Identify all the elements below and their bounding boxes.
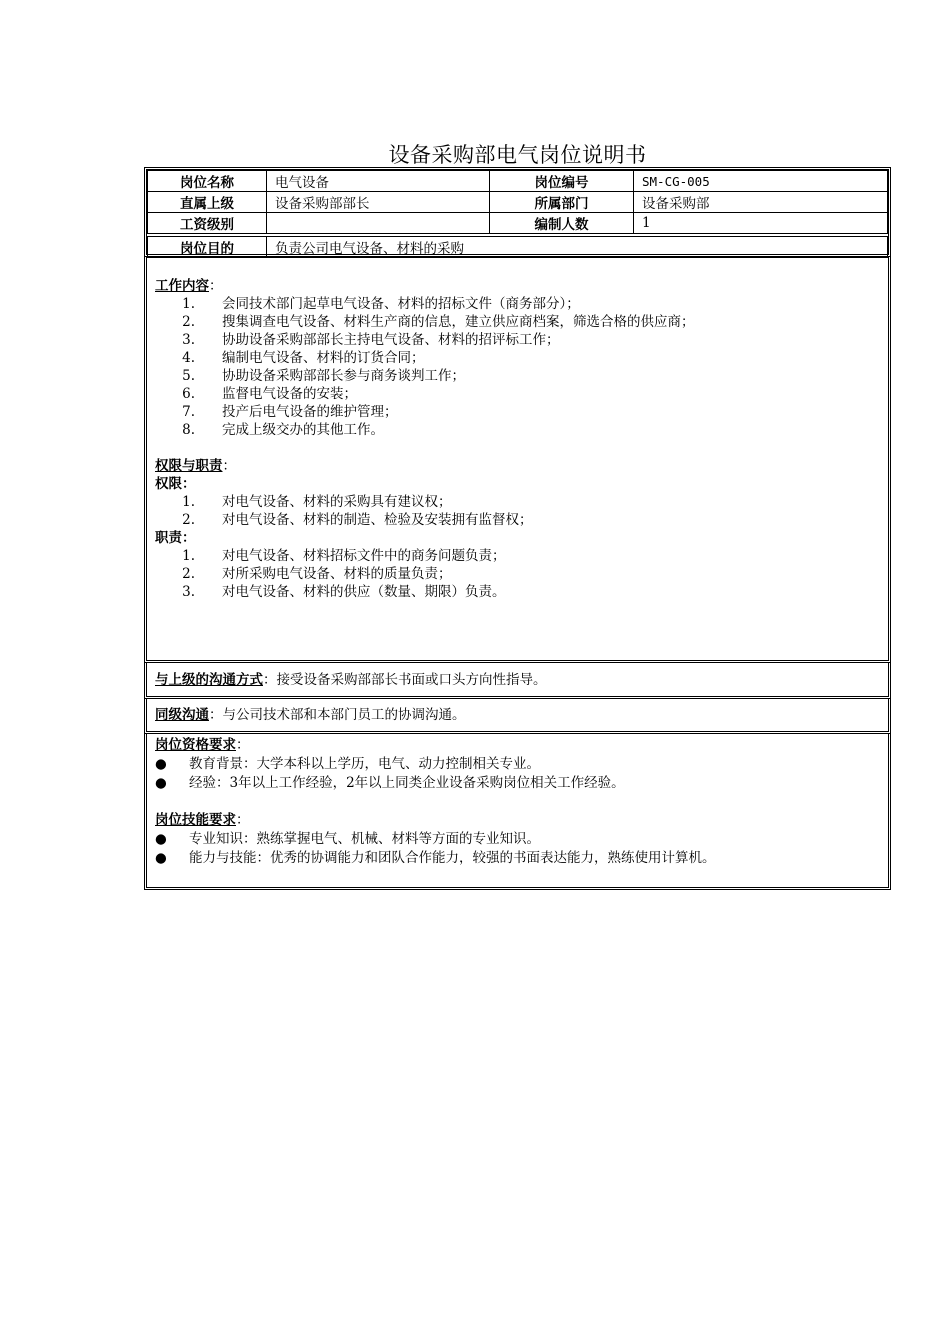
item-text: 投产后电气设备的维护管理；: [222, 404, 398, 420]
position-code-value: SM-CG-005: [634, 171, 888, 192]
item-number: 1.: [182, 548, 195, 564]
rights-label: 权限：: [155, 476, 196, 492]
superior-label: 直属上级: [148, 192, 267, 213]
purpose-label: 岗位目的: [148, 237, 267, 258]
list-item: [155, 331, 880, 349]
item-number: 8.: [182, 422, 195, 438]
list-item: [155, 349, 880, 367]
item-text: 搜集调查电气设备、材料生产商的信息，建立供应商档案，筛选合格的供应商；: [222, 314, 695, 330]
bullet-item: [155, 849, 880, 868]
item-number: 7.: [182, 404, 195, 420]
work-heading: 工作内容：: [155, 278, 223, 294]
list-item: [155, 547, 880, 565]
item-text: 协助设备采购部部长主持电气设备、材料的招评标工作；: [222, 332, 560, 348]
comm-superior-row: [144, 663, 891, 699]
comm-superior-text: ：接受设备采购部部长书面或口头方向性指导。: [263, 671, 547, 688]
skills-heading: 岗位技能要求：: [155, 812, 250, 828]
list-item: [155, 403, 880, 421]
authority-heading: 权限与职责：: [155, 458, 236, 474]
bullet-text: 专业知识：熟练掌握电气、机械、材料等方面的专业知识。: [189, 831, 540, 847]
info-row: [148, 171, 888, 192]
bullet-item: [155, 830, 880, 849]
item-text: 编制电气设备、材料的订货合同；: [222, 350, 425, 366]
position-name-value: 电气设备: [267, 171, 490, 192]
department-label: 所属部门: [490, 192, 634, 213]
item-text: 监督电气设备的安装；: [222, 386, 357, 402]
bullet-item: [155, 774, 880, 793]
item-number: 2.: [182, 314, 195, 330]
list-item: [155, 583, 880, 601]
qualification-list: [155, 755, 880, 793]
info-row: [148, 213, 888, 234]
item-number: 1.: [182, 296, 195, 312]
item-text: 对电气设备、材料的供应（数量、期限）负责。: [222, 584, 506, 600]
bullet-icon: ●: [155, 756, 167, 772]
comm-peer-label: 同级沟通: [155, 707, 209, 723]
comm-peer-row: [144, 699, 891, 734]
item-text: 对电气设备、材料的制造、检验及安装拥有监督权；: [222, 512, 533, 528]
list-item: [155, 385, 880, 403]
bullet-text: 经验：3年以上工作经验，2年以上同类企业设备采购岗位相关工作经验。: [189, 775, 625, 791]
info-box: [144, 167, 891, 257]
headcount-label: 编制人数: [490, 213, 634, 234]
bullet-item: [155, 755, 880, 774]
document-title: 设备采购部电气岗位说明书: [388, 143, 647, 167]
rights-list: [155, 493, 880, 529]
position-name-label: 岗位名称: [148, 171, 267, 192]
salary-value: [267, 213, 490, 234]
department-value: 设备采购部: [634, 192, 888, 213]
list-item: [155, 493, 880, 511]
bullet-icon: ●: [155, 775, 167, 791]
info-row: [148, 192, 888, 213]
duties-section: [144, 257, 891, 663]
item-number: 6.: [182, 386, 195, 402]
item-number: 2.: [182, 512, 195, 528]
position-code-label: 岗位编号: [490, 171, 634, 192]
bullet-text: 教育背景：大学本科以上学历，电气、动力控制相关专业。: [189, 756, 540, 772]
duties-label: 职责：: [155, 530, 196, 546]
qualification-heading: 岗位资格要求：: [155, 737, 250, 753]
comm-peer-text: ：与公司技术部和本部门员工的协调沟通。: [209, 707, 466, 723]
list-item: [155, 367, 880, 385]
item-text: 完成上级交办的其他工作。: [222, 422, 384, 438]
bullet-icon: ●: [155, 850, 167, 866]
item-number: 3.: [182, 584, 195, 600]
purpose-table: [147, 236, 888, 258]
headcount-value: 1: [634, 213, 888, 234]
work-list: [155, 295, 880, 439]
list-item: [155, 295, 880, 313]
item-text: 对所采购电气设备、材料的质量负责；: [222, 566, 452, 582]
list-item: [155, 565, 880, 583]
duties-list: [155, 547, 880, 601]
item-text: 对电气设备、材料的采购具有建议权；: [222, 494, 452, 510]
salary-label: 工资级别: [148, 213, 267, 234]
item-text: 会同技术部门起草电气设备、材料的招标文件（商务部分）；: [222, 296, 580, 312]
item-text: 协助设备采购部部长参与商务谈判工作；: [222, 368, 465, 384]
item-number: 4.: [182, 350, 195, 366]
job-description-form: [144, 167, 891, 890]
purpose-value: 负责公司电气设备、材料的采购: [267, 237, 888, 258]
comm-superior-label: 与上级的沟通方式: [155, 671, 263, 688]
bullet-icon: ●: [155, 831, 167, 847]
item-number: 1.: [182, 494, 195, 510]
list-item: [155, 313, 880, 331]
list-item: [155, 421, 880, 439]
bullet-text: 能力与技能：优秀的协调能力和团队合作能力，较强的书面表达能力，熟练使用计算机。: [189, 850, 716, 866]
item-number: 3.: [182, 332, 195, 348]
purpose-row: [148, 237, 888, 258]
info-table: [147, 170, 888, 234]
item-number: 5.: [182, 368, 195, 384]
requirements-section: [144, 734, 891, 890]
item-number: 2.: [182, 566, 195, 582]
item-text: 对电气设备、材料招标文件中的商务问题负责；: [222, 548, 506, 564]
skills-list: [155, 830, 880, 868]
list-item: [155, 511, 880, 529]
superior-value: 设备采购部部长: [267, 192, 490, 213]
